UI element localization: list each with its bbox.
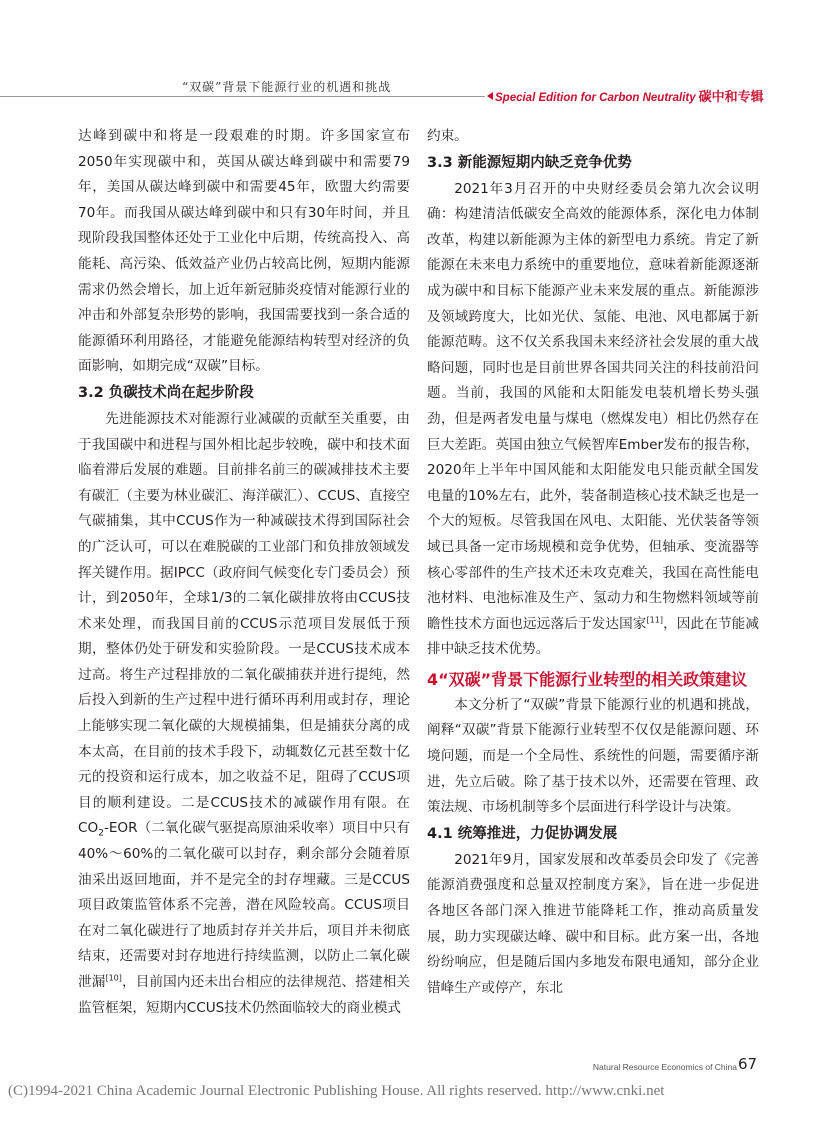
right-column bbox=[427, 124, 759, 1001]
paragraph: 2021年9月，国家发展和改革委员会印发了《完善能源消费强度和总量双控制度方案》，旨在进一步促进各地区各部门深入推进节能降耗工作，推动高质量发展，助力实现碳达峰、碳中和目标。此方案一出，各地纷纷响应，但是随后国内多地发布限电通知，部分企业错峰生产或停产，东北 bbox=[427, 851, 759, 996]
paragraph: 2021年3月召开的中央财经委员会第九次会议明确：构建清洁低碳安全高效的能源体系，深化电力体制改革，构建以新能源为主体的新型电力系统。肯定了新能源在未来电力系统中的重要地位，意味着新能源逐渐成为碳中和目标下能源产业未来发展的重点。新能源涉及领域跨度大，比如光伏、氢能、电池、风电都属于新能源范畴。这不仅关系我国未来经济社会发展的重大战略问题，同时也是目前世界各国共同关注的科技前沿问题。当前，我国的风能和太阳能发电装机增长势头强劲，但是两者发电量与煤电（燃煤发电）相比仍然存在巨大差距。英国由独立气候智库Ember发布的报告称，2020年上半年中国风能和太阳能发电只能贡献全国发电量的10%左右，此外，装备制造核心技术缺乏也是一个大的短板。尽管我国在风电、太阳能、光伏装备等领域已具备一定市场规模和竞争优势，但轴承、变流器等核心零部件的生产技术还未攻克难关，我国在高性能电池材料、电池标准及生产、氢动力和生物燃料领域等前瞻性技术方面也远远落后于发达国家[11]，因此在节能减排中缺乏技术优势。 bbox=[427, 180, 759, 658]
paragraph: 本文分析了“双碳”背景下能源行业的机遇和挑战，阐释“双碳”背景下能源行业转型不仅仅是能源问题、环境问题，而是一个全局性、系统性的问题，需要循序渐进，先立后破。除了基于技术以外，还需要在管理、政策法规、市场机制等多个层面进行科学设计与决策。 bbox=[427, 696, 759, 816]
journal-name: Natural Resource Economics of China bbox=[592, 1062, 737, 1072]
header-rule bbox=[0, 96, 485, 97]
section-heading-3-2: 3.2 负碳技术尚在起步阶段 bbox=[78, 384, 254, 401]
paragraph: 约束。 bbox=[427, 128, 468, 144]
left-column bbox=[78, 124, 410, 1021]
special-edition-label bbox=[495, 86, 764, 105]
special-edition-en: Special Edition for Carbon Neutrality bbox=[495, 92, 696, 104]
paragraph: 达峰到碳中和将是一段艰难的时期。许多国家宣布2050年实现碳中和，英国从碳达峰到碳中和需要79年，美国从碳达峰到碳中和需要45年，欧盟大约需要70年。而我国从碳达峰到碳中和只有30年时间，并且现阶段我国整体还处于工业化中后期，传统高投入、高能耗、高污染、低效益产业仍占较高比例，短期内能源需求仍然会增长，加上近年新冠肺炎疫情对能源行业的冲击和外部复杂形势的影响，我国需要找到一条合适的能源循环利用路径，才能避免能源结构转型对经济的负面影响，如期完成“双碳”目标。 bbox=[78, 128, 410, 375]
header-marker-icon bbox=[487, 92, 493, 100]
citation-ref: [10] bbox=[105, 973, 122, 983]
section-heading-4-1: 4.1 统筹推进，力促协调发展 bbox=[427, 825, 618, 842]
page-number: 67 bbox=[738, 1055, 758, 1073]
copyright-line: (C)1994-2021 China Academic Journal Electronic Publishing House. All rights reserved. http://www.cnki.net bbox=[8, 1083, 665, 1099]
citation-ref: [11] bbox=[646, 615, 663, 625]
section-heading-4: 4“双碳”背景下能源行业转型的相关政策建议 bbox=[427, 669, 748, 689]
running-header-title: “双碳”背景下能源行业的机遇和挑战 bbox=[182, 80, 392, 94]
paragraph: 先进能源技术对能源行业减碳的贡献至关重要，由于我国碳中和进程与国外相比起步较晚，碳中和技术面临着滞后发展的难题。目前排名前三的碳减排技术主要有碳汇（主要为林业碳汇、海洋碳汇）、CCUS、直接空气碳捕集，其中CCUS作为一种减碳技术得到国际社会的广泛认可，可以在难脱碳的工业部门和负排放领域发挥关键作用。据IPCC（政府间气候变化专门委员会）预计，到2050年，全球1/3的二氧化碳排放将由CCUS技术来处理，而我国目前的CCUS示范项目发展低于预期，整体仍处于研发和实验阶段。一是CCUS技术成本过高。将生产过程排放的二氧化碳捕获并进行提纯，然后投入到新的生产过程中进行循环再利用或封存，理论上能够实现二氧化碳的大规模捕集，但是捕获分离的成本太高，在目前的技术手段下，动辄数亿元甚至数十亿元的投资和运行成本，加之收益不足，阻碍了CCUS项目的顺利建设。二是CCUS技术的减碳作用有限。在$CO_2-EOR$（二氧化碳气驱提高原油采收率）项目中只有40%～60%的二氧化碳可以封存，剩余部分会随着原油采出返回地面，并不是完全的封存埋藏。三是CCUS项目政策监管体系不完善，潜在风险较高。CCUS项目在对二氧化碳进行了地质封存并关井后，项目并未彻底结束，还需要对封存地进行持续监测，以防止二氧化碳泄漏[10]，目前国内还未出台相应的法律规范、搭建相关监管框架，短期内CCUS技术仍然面临较大的商业模式 bbox=[78, 410, 411, 1016]
special-edition-cn: 碳中和专辑 bbox=[698, 90, 764, 105]
section-heading-3-3: 3.3 新能源短期内缺乏竞争优势 bbox=[427, 154, 632, 171]
